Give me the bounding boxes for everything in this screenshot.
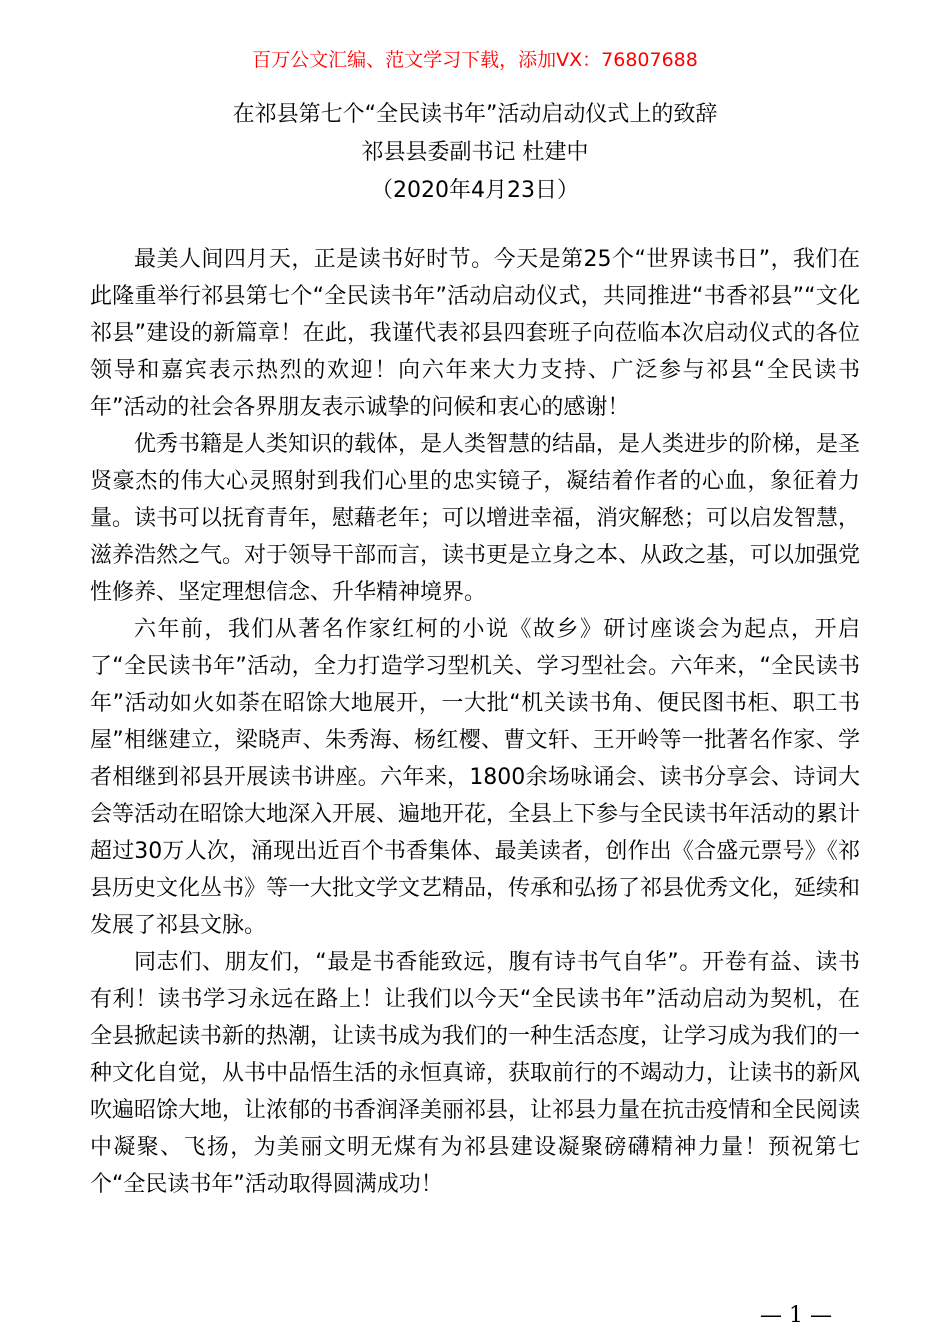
page-number: — 1 — [760,1303,832,1328]
paragraph-3: 六年前，我们从著名作家红柯的小说《故乡》研讨座谈会为起点，开启了“全民读书年”活动，全力打造学习型机关、学习型社会。六年来，“全民读书年”活动如火如荼在昭馀大地展开，一大批“机关读书角、便民图书柜、职工书屋”相继建立，梁晓声、朱秀海、杨红樱、曹文轩、王开岭等一批著名作家、学者相继到祁县开展读书讲座。六年来，1800余场咏诵会、读书分享会、诗词大会等活动在昭馀大地深入开展、遍地开花，全县上下参与全民读书年活动的累计超过30万人次，涌现出近百个书香集体、最美读者，创作出《合盛元票号》《祁县历史文化丛书》等一大批文学文艺精品，传承和弘扬了祁县优秀文化，延续和发展了祁县文脉。 [90,617,861,938]
paragraph-2: 优秀书籍是人类知识的载体，是人类智慧的结晶，是人类进步的阶梯，是圣贤豪杰的伟大心灵照射到我们心里的忠实镜子，凝结着作者的心血，象征着力量。读书可以抚育青年，慰藉老年；可以增进幸福，消灾解愁；可以启发智慧，滋养浩然之气。对于领导干部而言，读书更是立身之本、从政之基，可以加强党性修养、坚定理想信念、升华精神境界。 [90,432,861,605]
paragraph-1: 最美人间四月天，正是读书好时节。今天是第25个“世界读书日”，我们在此隆重举行祁县第七个“全民读书年”活动启动仪式，共同推进“书香祁县”“文化祁县”建设的新篇章！在此，我谨代表祁县四套班子向莅临本次启动仪式的各位领导和嘉宾表示热烈的欢迎！向六年来大力支持、广泛参与祁县“全民读书年”活动的社会各界朋友表示诚挚的问候和衷心的感谢！ [90,247,860,420]
document-title: 在祁县第七个“全民读书年”活动启动仪式上的致辞 [232,102,718,127]
date-line: （2020年4月23日） [371,178,579,203]
speaker-line: 祁县县委副书记 杜建中 [361,140,589,165]
watermark-banner: 百万公文汇编、范文学习下载，添加VX：76807688 [252,49,698,71]
heading-block [0,96,950,210]
speech-body [90,241,860,1203]
paragraph-4: 同志们、朋友们，“最是书香能致远，腹有诗书气自华”。开卷有益、读书有利！读书学习永远在路上！让我们以今天“全民读书年”活动启动为契机，在全县掀起读书新的热潮，让读书成为我们的一种生活态度，让学习成为我们的一种文化自觉，从书中品悟生活的永恒真谛，获取前行的不竭动力，让读书的新风吹遍昭馀大地，让浓郁的书香润泽美丽祁县，让祁县力量在抗击疫情和全民阅读中凝聚、飞扬，为美丽文明无煤有为祁县建设凝聚磅礴精神力量！预祝第七个“全民读书年”活动取得圆满成功！ [90,950,861,1197]
